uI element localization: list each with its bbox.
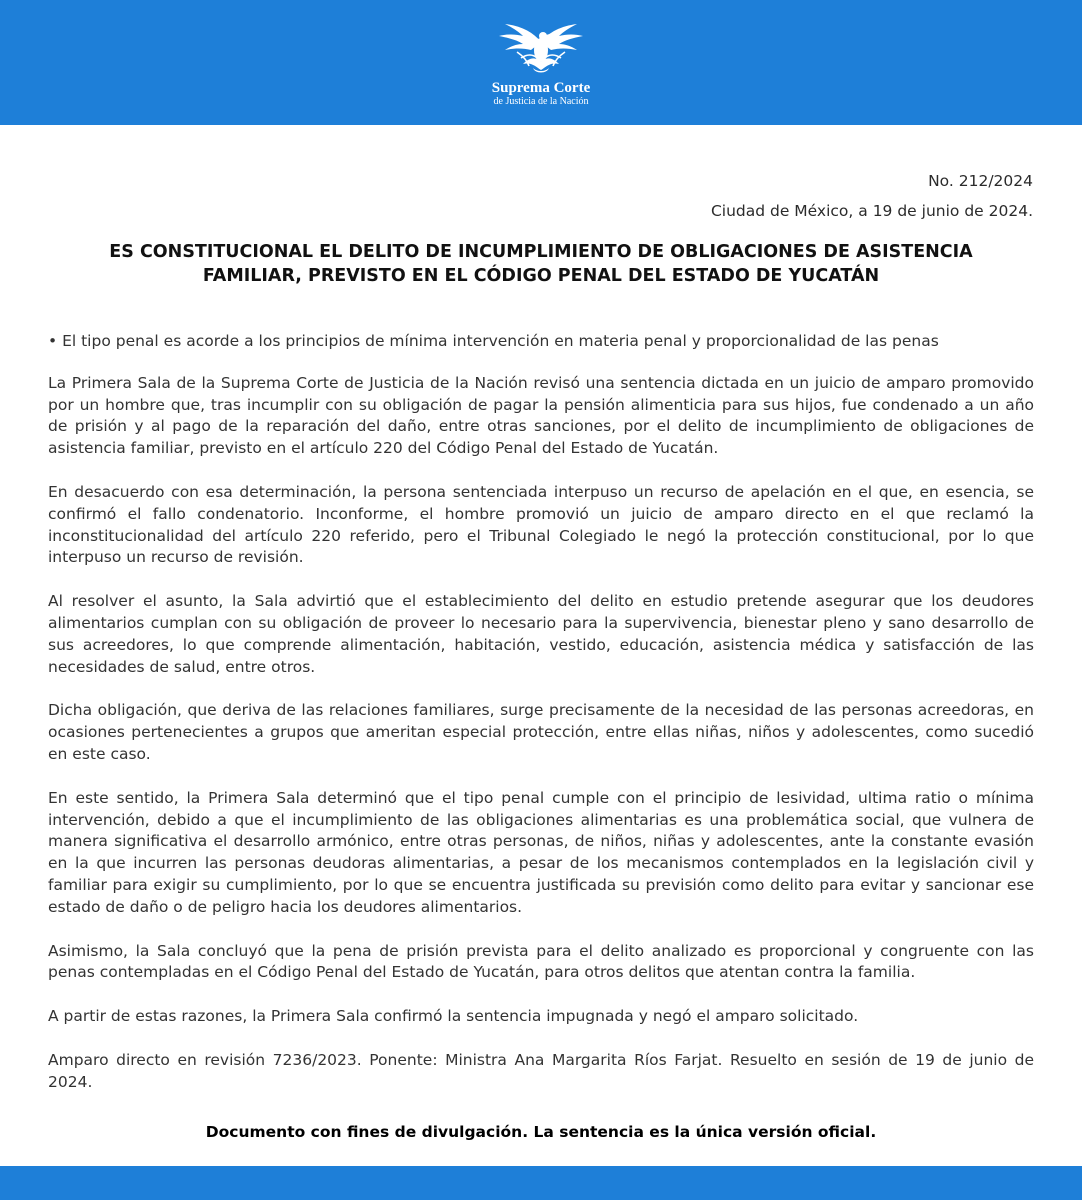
release-date: Ciudad de México, a 19 de junio de 2024.	[710, 202, 1033, 220]
paragraph-1: La Primera Sala de la Suprema Corte de Justicia de la Nación revisó una sentencia dictada en un juicio de amparo promovido por un hombre que, tras incumplir con su obligación de pagar la pensión alimenticia para sus hijos, fue condenado a un año de prisión y al pago de la reparación del daño, entre otras sanciones, por el delito de incumplimiento de obligaciones de asistencia familiar, previsto en el artículo 220 del Código Penal del Estado de Yucatán.	[48, 373, 1034, 458]
eagle-emblem-icon	[493, 12, 589, 78]
footer-bar	[0, 1166, 1082, 1200]
headline	[60, 240, 1022, 288]
paragraph-4: Dicha obligación, que deriva de las relaciones familiares, surge precisamente de la necesidad de las personas acreedoras, en ocasiones pertenecientes a grupos que ameritan especial protección, entre ellas niñas, niños y adolescentes, como sucedió en este caso.	[48, 701, 1034, 763]
headline-line-2: FAMILIAR, PREVISTO EN EL CÓDIGO PENAL DEL ESTADO DE YUCATÁN	[202, 266, 880, 286]
logo-subtitle: de Justicia de la Nación	[493, 96, 589, 107]
paragraph-6: Asimismo, la Sala concluyó que la pena de prisión prevista para el delito analizado es proporcional y congruente con las penas contempladas en el Código Penal del Estado de Yucatán, para otros delitos que atentan contra la familia.	[48, 941, 1034, 982]
scjn-logo	[485, 12, 597, 112]
article-body	[48, 331, 1034, 1116]
disclaimer: Documento con fines de divulgación. La sentencia es la única versión oficial.	[205, 1123, 877, 1141]
release-number: No. 212/2024	[928, 172, 1033, 190]
paragraph-2: En desacuerdo con esa determinación, la persona sentenciada interpuso un recurso de apelación en el que, en esencia, se confirmó el fallo condenatorio. Inconforme, el hombre promovió un juicio de amparo directo en el que reclamó la inconstitucionalidad del artículo 220 referido, pero el Tribunal Colegiado le negó la protección constitucional, por lo que interpuso un recurso de revisión.	[48, 482, 1034, 567]
logo-name: Suprema Corte	[491, 80, 591, 96]
case-reference: Amparo directo en revisión 7236/2023. Ponente: Ministra Ana Margarita Ríos Farjat. Resuelto en sesión de 19 de junio de 2024.	[48, 1050, 1034, 1091]
paragraph-3: Al resolver el asunto, la Sala advirtió que el establecimiento del delito en estudio pretende asegurar que los deudores alimentarios cumplan con su obligación de proveer lo necesario para la supervivencia, bienestar pleno y sano desarrollo de sus acreedores, lo que comprende alimentación, habitación, vestido, educación, asistencia médica y satisfacción de las necesidades de salud, entre otros.	[48, 592, 1034, 676]
headline-line-1: ES CONSTITUCIONAL EL DELITO DE INCUMPLIMIENTO DE OBLIGACIONES DE ASISTENCIA	[109, 242, 973, 262]
paragraph-5: En este sentido, la Primera Sala determinó que el tipo penal cumple con el principio de lesividad, ultima ratio o mínima intervención, debido a que el incumplimiento de las obligaciones alimentarias es una problemática social, que vulnera de manera significativa el desarrollo armónico, entre otras personas, de niños, niñas y adolescentes, ante la constante evasión en la que incurren las personas deudoras alimentarias, a pesar de los mecanismos contemplados en la legislación civil y familiar para exigir su cumplimiento, por lo que se encuentra justificada su previsión como delito para evitar y sancionar ese estado de daño o de peligro hacia los deudores alimentarios.	[48, 788, 1034, 916]
summary-bullet: • El tipo penal es acorde a los principios de mínima intervención en materia penal y proporcionalidad de las penas	[48, 332, 939, 350]
paragraph-7: A partir de estas razones, la Primera Sala confirmó la sentencia impugnada y negó el amparo solicitado.	[48, 1007, 859, 1026]
header-bar	[0, 0, 1082, 125]
